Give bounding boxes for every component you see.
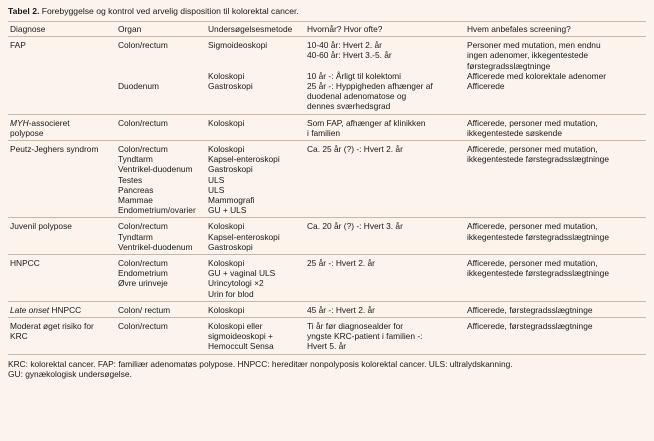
header-row bbox=[8, 22, 646, 37]
cell-when: duodenal adenomatose og bbox=[307, 91, 407, 102]
caption-label: Tabel 2. bbox=[8, 6, 40, 16]
cell-who: ikkegentestede førstegradsslægtninge bbox=[467, 268, 609, 279]
cell-diagnose: polypose bbox=[10, 127, 44, 138]
cell-method: Koloskopi bbox=[208, 304, 245, 315]
cell-method: Gastroskopi bbox=[208, 241, 253, 252]
cell-who: ingen adenomer, ikkegentestede bbox=[467, 50, 589, 61]
cell-organ: Colon/rectum bbox=[118, 321, 168, 332]
cell-when: 10 år -: Årligt til kolektomi bbox=[307, 70, 402, 81]
cell-who: Afficerede med kolorektale adenomer bbox=[467, 70, 607, 81]
cell-who: ikkegentestede søskende bbox=[467, 127, 562, 138]
cell-method: GU + vaginal ULS bbox=[208, 268, 276, 279]
cell-who: førstegradsslægtninge bbox=[467, 60, 551, 71]
cell-method: Koloskopi eller bbox=[208, 321, 263, 332]
cell-organ: Mammae bbox=[118, 195, 153, 206]
table-row-late-onset bbox=[8, 301, 646, 317]
col-header-diagnose: Diagnose bbox=[8, 22, 116, 37]
caption-text: Forebyggelse og kontrol ved arvelig disposition til kolorektal cancer. bbox=[41, 6, 299, 16]
cell-method: GU + ULS bbox=[208, 205, 247, 216]
cell-diagnose: MYH-associeret bbox=[10, 117, 70, 128]
cell-who: Afficerede, personer med mutation, bbox=[467, 144, 598, 155]
cell-method: ULS bbox=[208, 184, 225, 195]
cell-when: 25 år -: Hvert 2. år bbox=[307, 258, 375, 269]
col-header-when: Hvornår? Hvor ofte? bbox=[305, 22, 465, 37]
cell-organ: Colon/rectum bbox=[118, 258, 168, 269]
cell-organ: Endometrium bbox=[118, 268, 168, 279]
cell-when: 45 år -: Hvert 2. år bbox=[307, 304, 375, 315]
cell-when: Ca. 25 år (?) -: Hvert 2. år bbox=[307, 144, 403, 155]
cell-diagnose: FAP bbox=[10, 40, 26, 51]
cell-when: i familien bbox=[307, 127, 341, 138]
cell-organ: Colon/rectum bbox=[118, 40, 168, 51]
cell-organ: Colon/ rectum bbox=[118, 304, 171, 315]
cell-organ: Colon/rectum bbox=[118, 144, 168, 155]
cell-method: Urincytologi ×2 bbox=[208, 278, 264, 289]
cell-method: Kapsel-enteroskopi bbox=[208, 231, 280, 242]
footnote-line: KRC: kolorektal cancer. FAP: familiær adenomatøs polypose. HNPCC: hereditær nonpolyposis kolorektal cancer. ULS: ultralydskanning. bbox=[8, 358, 513, 369]
cell-who: Personer med mutation, men endnu bbox=[467, 40, 601, 51]
cell-method: Koloskopi bbox=[208, 144, 245, 155]
cell-who: Afficerede, personer med mutation, bbox=[467, 258, 598, 269]
cell-organ: Øvre urinveje bbox=[118, 278, 168, 289]
cell-when: dennes sværhedsgrad bbox=[307, 101, 391, 112]
cell-method: Hemoccult Sensa bbox=[208, 341, 274, 352]
col-header-method: Undersøgelsesmetode bbox=[206, 22, 305, 37]
cell-diagnose: KRC bbox=[10, 331, 28, 342]
cell-organ: Tyndtarm bbox=[118, 231, 153, 242]
cell-when: 10-40 år: Hvert 2. år bbox=[307, 40, 382, 51]
cell-who: Afficerede, førstegradsslægtninge bbox=[467, 304, 593, 315]
table-caption bbox=[8, 6, 646, 17]
cell-who: ikkegentestede førstegradsslægtninge bbox=[467, 231, 609, 242]
cell-method: Kapsel-enteroskopi bbox=[208, 154, 280, 165]
cell-method: ULS bbox=[208, 174, 225, 185]
cell-method: Koloskopi bbox=[208, 258, 245, 269]
cell-organ: Pancreas bbox=[118, 184, 154, 195]
cell-method: Gastroskopi bbox=[208, 164, 253, 175]
cell-organ: Ventrikel-duodenum bbox=[118, 164, 193, 175]
cell-who: ikkegentestede førstegradsslægtninge bbox=[467, 154, 609, 165]
cell-who: Afficerede, personer med mutation, bbox=[467, 221, 598, 232]
cell-organ: Ventrikel-duodenum bbox=[118, 241, 193, 252]
cell-organ: Tyndtarm bbox=[118, 154, 153, 165]
screening-table bbox=[8, 21, 646, 355]
cell-who: Afficerede, førstegradsslægtninge bbox=[467, 321, 593, 332]
table-row-hnpcc bbox=[8, 255, 646, 302]
cell-diagnose: HNPCC bbox=[10, 258, 40, 269]
table-footnote bbox=[8, 359, 646, 380]
col-header-who: Hvem anbefales screening? bbox=[465, 22, 646, 37]
cell-when: 40-60 år: Hvert 3.-5. år bbox=[307, 50, 392, 61]
cell-method: sigmoideoskopi + bbox=[208, 331, 273, 342]
cell-organ: Colon/rectum bbox=[118, 221, 168, 232]
table-row-peutz-jeghers bbox=[8, 141, 646, 218]
footnote-line: GU: gynækologisk undersøgelse. bbox=[8, 369, 132, 380]
cell-diagnose: Moderat øget risiko for bbox=[10, 321, 94, 332]
cell-who: Afficerede, personer med mutation, bbox=[467, 117, 598, 128]
cell-method: Koloskopi bbox=[208, 117, 245, 128]
table-row-moderat bbox=[8, 318, 646, 355]
cell-organ: Colon/rectum bbox=[118, 117, 168, 128]
cell-diagnose: Late onset HNPCC bbox=[10, 304, 82, 315]
cell-when: Som FAP, afhænger af klinikken bbox=[307, 117, 426, 128]
cell-when: Ca. 20 år (?) -: Hvert 3. år bbox=[307, 221, 403, 232]
cell-method: Mammografi bbox=[208, 195, 255, 206]
table-row-juvenil bbox=[8, 218, 646, 255]
cell-organ: Testes bbox=[118, 174, 143, 185]
cell-diagnose: Peutz-Jeghers syndrom bbox=[10, 144, 99, 155]
table-row-fap bbox=[8, 37, 646, 114]
cell-when: 25 år -: Hyppigheden afhænger af bbox=[307, 81, 433, 92]
table-row-myh bbox=[8, 114, 646, 140]
cell-organ: Endometrium/ovarier bbox=[118, 205, 196, 216]
cell-method: Gastroskopi bbox=[208, 81, 253, 92]
cell-when: Hvert 5. år bbox=[307, 341, 347, 352]
cell-method: Koloskopi bbox=[208, 221, 245, 232]
cell-who: Afficerede bbox=[467, 81, 505, 92]
cell-when: Ti år før diagnosealder for bbox=[307, 321, 404, 332]
cell-organ: Duodenum bbox=[118, 81, 159, 92]
cell-diagnose: Juvenil polypose bbox=[10, 221, 72, 232]
cell-method: Koloskopi bbox=[208, 70, 245, 81]
cell-method: Urin for blod bbox=[208, 288, 254, 299]
cell-method: Sigmoideoskopi bbox=[208, 40, 268, 51]
col-header-organ: Organ bbox=[116, 22, 206, 37]
cell-when: yngste KRC-patient i familien -: bbox=[307, 331, 423, 342]
